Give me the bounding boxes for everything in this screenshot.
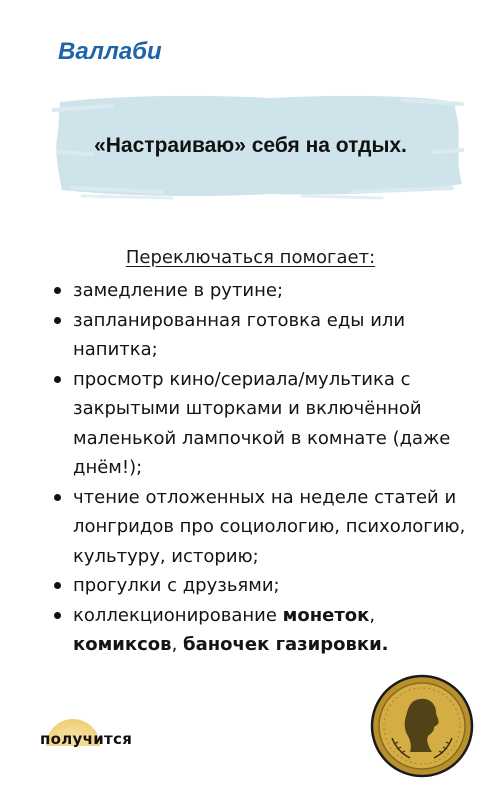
tips-list (52, 276, 472, 660)
logo (36, 706, 176, 756)
bold-word-soda-cans: баночек газировки. (183, 634, 389, 655)
list-item: чтение отложенных на неделе статей и лонгридов про социологию, психологию, культуру, историю; (52, 483, 472, 572)
list-item: коллекционирование монеток, комиксов, баночек газировки. (52, 601, 472, 660)
list-title: Переключаться помогает: (125, 247, 376, 268)
banner-title: «Настраиваю» себя на отдых. (94, 134, 407, 157)
list-item: просмотр кино/сериала/мультика с закрытыми шторками и включённой маленькой лампочкой в комнате (даже днём!); (52, 365, 472, 483)
logo-text: получится (40, 730, 133, 748)
gold-coin-profile-icon (370, 674, 474, 778)
list-item: прогулки с друзьями; (52, 571, 472, 601)
brand-title: Валлаби (58, 38, 162, 65)
list-item: замедление в рутине; (52, 276, 472, 306)
bold-word-coins: монеток (282, 604, 370, 626)
list-item: запланированная готовка еды или напитка; (52, 306, 472, 365)
bold-word-comics: комиксов (73, 634, 172, 655)
